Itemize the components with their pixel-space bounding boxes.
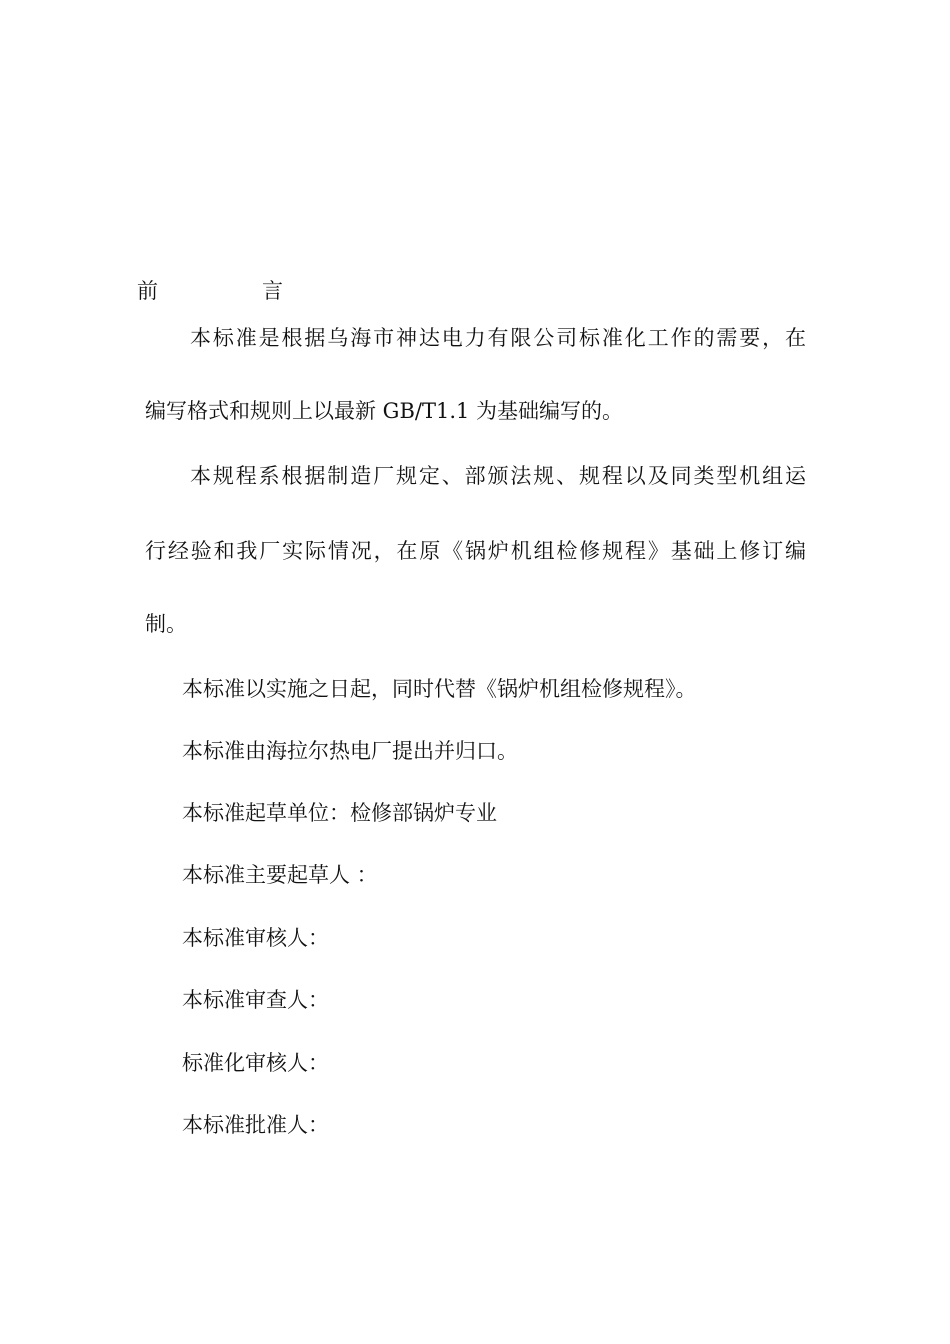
- paragraph-text: 本规程系根据制造厂规定、部颁法规、规程以及同类型机组运: [190, 464, 806, 488]
- paragraph-text: 编写格式和规则上以最新 GB/T1.1 为基础编写的。: [145, 399, 624, 423]
- list-item-approver: 本标准批准人：: [182, 1113, 329, 1137]
- title-char-1: 前: [137, 279, 158, 303]
- title-char-2: 言: [262, 279, 283, 303]
- list-item-replacement: 本标准以实施之日起，同时代替《锅炉机组检修规程》。: [182, 677, 697, 701]
- list-item-examiner: 本标准审查人：: [182, 988, 329, 1012]
- page-title: [0, 276, 950, 306]
- list-item-standardization-reviewer: 标准化审核人：: [182, 1051, 329, 1075]
- list-item-proposer: 本标准由海拉尔热电厂提出并归口。: [182, 739, 518, 763]
- list-item-main-drafter: 本标准主要起草人 ：: [182, 863, 378, 887]
- list-item-drafting-unit: 本标准起草单位：检修部锅炉专业: [182, 801, 497, 825]
- paragraph-text: 行经验和我厂实际情况，在原《锅炉机组检修规程》基础上修订编: [145, 539, 806, 563]
- paragraph-text: 本标准是根据乌海市神达电力有限公司标准化工作的需要，在: [190, 326, 806, 350]
- paragraph-text: 制。: [145, 612, 187, 636]
- list-item-reviewer: 本标准审核人：: [182, 926, 329, 950]
